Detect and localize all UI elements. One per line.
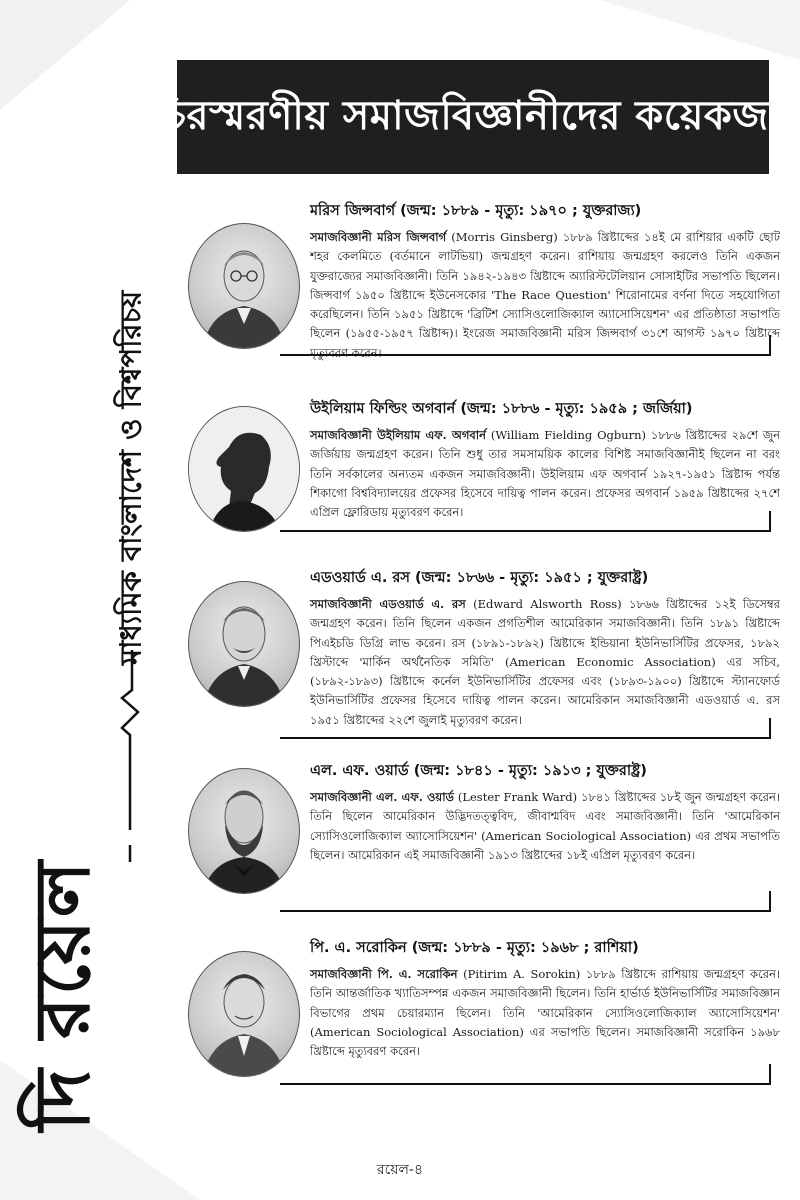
bio-text [310, 760, 780, 865]
bio-description: (William Fielding Ogburn) ১৮৮৬ খ্রিষ্টাব্দের ২৯শে জুন জর্জিয়ায় জন্মগ্রহণ করেন। তিনি শুধু তার সমসাময়িক কালের বিশিষ্ট সমাজবিজ্ঞানীই ছিলেন না বরং তিনি সর্বকালের অন্যতম একজন সমাজবিজ্ঞানী। উইলিয়াম এফ অগবার্ন ১৯২৭-১৯৫১ খ্রিষ্টাব্দ পর্যন্ত শিকাগো বিশ্ববিদ্যালয়ের প্রফেসর হিসেবে দায়িত্ব পালন করেন। প্রফেসর অগবার্ন ১৯৫৯ খ্রিষ্টাব্দের ২৭শে এপ্রিল ফ্লোরিডায় মৃত্যুবরণ করেন। [310, 428, 780, 520]
bio-text [310, 567, 780, 730]
divider-line [180, 330, 780, 360]
bio-text [310, 398, 780, 522]
portrait-photo [188, 768, 300, 894]
title-banner [152, 60, 794, 174]
bio-heading: উইলিয়াম ফিল্ডিং অগবার্ন (জন্ম: ১৮৮৬ - মৃত্যু: ১৯৫৯ ; জর্জিয়া) [310, 401, 693, 417]
bio-subject-name: সমাজবিজ্ঞানী পি. এ. সরোকিন [310, 967, 458, 981]
bio-entry [180, 760, 780, 910]
bio-body [310, 788, 780, 865]
bio-heading: এডওয়ার্ড এ. রস (জন্ম: ১৮৬৬ - মৃত্যু: ১৯৫১ ; যুক্তরাষ্ট্র) [310, 570, 649, 586]
bio-subject-name: সমাজবিজ্ঞানী উইলিয়াম এফ. অগবার্ন [310, 428, 486, 442]
bio-body [310, 965, 780, 1061]
bio-description: (Edward Alsworth Ross) ১৮৬৬ খ্রিষ্টাব্দের ১২ই ডিসেম্বর জন্মগ্রহণ করেন। তিনি ছিলেন একজন প্রগতিশীল আমেরিকান সমাজবিজ্ঞানী। তিনি ১৮৯১ খ্রিষ্টাব্দে পিএইচডি ডিগ্রি লাভ করেন। রস (১৮৯১-১৮৯২) খ্রিষ্টাব্দে ইন্ডিয়ানা ইউনিভার্সিটির প্রফেসর, ১৮৯২ খ্রিস্টাব্দে 'মার্কিন অর্থনৈতিক সমিতি' (American Economic Association) এর সচিব, (১৮৯২-১৮৯৩) খ্রিষ্টাব্দে কর্নেল ইউনিভার্সিটির প্রফেসর এবং (১৮৯৩-১৯০০) খ্রিষ্টাব্দে স্ট্যানফোর্ড ইউনিভার্সিটির প্রফেসর হিসেবে দায়িত্ব পালন করেন। আমেরিকান সমাজবিজ্ঞানী এডওয়ার্ড এ. রস ১৯৫১ খ্রিষ্টাব্দের ২২শে জুলাই মৃত্যুবরণ করেন। [310, 597, 780, 727]
bio-text [310, 937, 780, 1061]
bio-entry [180, 937, 780, 1083]
bio-subject-name: সমাজবিজ্ঞানী এল. এফ. ওয়ার্ড [310, 790, 454, 804]
divider-line [180, 1059, 780, 1089]
divider-line [180, 886, 780, 916]
divider-line [180, 506, 780, 536]
person-silhouette-icon [189, 952, 299, 1076]
bio-heading: মরিস জিন্সবার্গ (জন্ম: ১৮৮৯ - মৃত্যু: ১৯৭০ ; যুক্তরাজ্য) [310, 203, 642, 219]
bio-heading: পি. এ. সরোকিন (জন্ম: ১৮৮৯ - মৃত্যু: ১৯৬৮ ; রাশিয়া) [310, 940, 639, 956]
bio-description: (Morris Ginsberg) ১৮৮৯ খ্রিষ্টাব্দের ১৪ই মে রাশিয়ার একটি ছোট শহর কেলমিতে (বর্তমানে লাটভিয়া) জন্মগ্রহণ করেন। রাশিয়ায় জন্মগ্রহণ করলেও তিনি একজন যুক্তরাজ্যের সমাজবিজ্ঞানী। তিনি ১৯৪২-১৯৪৩ খ্রিষ্টাব্দে অ্যারিস্টটেলিয়ান সোসাইটির সভাপতি ছিলেন। জিন্সবার্গ ১৯৫০ খ্রিষ্টাব্দে ইউনেসকোর 'The Race Question' শিরোনামের বর্ণনা দিতে সহযোগিতা করেছিলেন। তিনি ১৯৫১ খ্রিষ্টাব্দে 'ব্রিটিশ স্যোসিওলোজিক্যাল অ্যাসোসিয়েশন' এর প্রতিষ্ঠাতা সভাপতি ছিলেন (১৯৫৫-১৯৫৭ খ্রিষ্টাব্দ)। ইংরেজ সমাজবিজ্ঞানী মরিস জিন্সবার্গ ৩১শে আগস্ট ১৯৭০ খ্রিষ্টাব্দে মৃত্যুবরণ করেন। [310, 230, 781, 360]
bio-body [310, 595, 780, 730]
bio-description: (Lester Frank Ward) ১৮৪১ খ্রিষ্টাব্দের ১৮ই জুন জন্মগ্রহণ করেন। তিনি ছিলেন আমেরিকান উদ্ভিদতত্ত্ববিদ, জীবাশ্মবিদ এবং সমাজবিজ্ঞানী। তিনি 'আমেরিকান স্যোসিওলোজিক্যাল অ্যাসোসিয়েশন' (American Sociological Association) এর প্রথম সভাপতি ছিলেন। আমেরিকান এই সমাজবিজ্ঞানী ১৯১৩ খ্রিষ্টাব্দের ১৮ই এপ্রিল মৃত্যুবরণ করেন। [310, 790, 780, 862]
background-shape [600, 0, 800, 60]
divider-line [180, 713, 780, 743]
page-number: রয়েল-৪ [376, 1162, 424, 1178]
bio-subject-name: সমাজবিজ্ঞানী এডওয়ার্ড এ. রস [310, 597, 466, 611]
bio-entry [180, 398, 780, 530]
bio-subject-name: সমাজবিজ্ঞানী মরিস জিন্সবার্গ [310, 230, 447, 244]
bio-description: (Pitirim A. Sorokin) ১৮৮৯ খ্রিষ্টাব্দে রাশিয়ায় জন্মগ্রহণ করেন। তিনি আন্তর্জাতিক খ্যাতিসম্পন্ন একজন সমাজবিজ্ঞানী ছিলেন। তিনি হার্ভার্ড ইউনিভার্সিটির সমাজবিজ্ঞান বিভাগের প্রথম চেয়ারম্যান ছিলেন। তিনি 'আমেরিকান স্যোসিওলোজিক্যাল অ্যাসোসিয়েশন' (American Sociological Association) এর সভাপতি ছিলেন। সমাজবিজ্ঞানী সরোকিন ১৯৬৮ খ্রিষ্টাব্দে মৃত্যুবরণ করেন। [310, 967, 781, 1059]
portrait-photo [188, 581, 300, 707]
page-title: চিরস্মরণীয় সমাজবিজ্ঞানীদের কয়েকজন [152, 92, 794, 139]
person-silhouette-icon [189, 582, 299, 706]
bio-heading: এল. এফ. ওয়ার্ড (জন্ম: ১৮৪১ - মৃত্যু: ১৯১৩ ; যুক্তরাষ্ট্র) [310, 763, 647, 779]
person-silhouette-icon [189, 769, 299, 893]
bio-entry [180, 567, 780, 735]
brand-logo-text: দি রয়েল [17, 859, 107, 1131]
bio-entry [180, 200, 780, 360]
side-branding [0, 0, 170, 1200]
series-label: মাধ্যমিক বাংলাদেশ ও বিশ্বপরিচয় [113, 290, 148, 666]
